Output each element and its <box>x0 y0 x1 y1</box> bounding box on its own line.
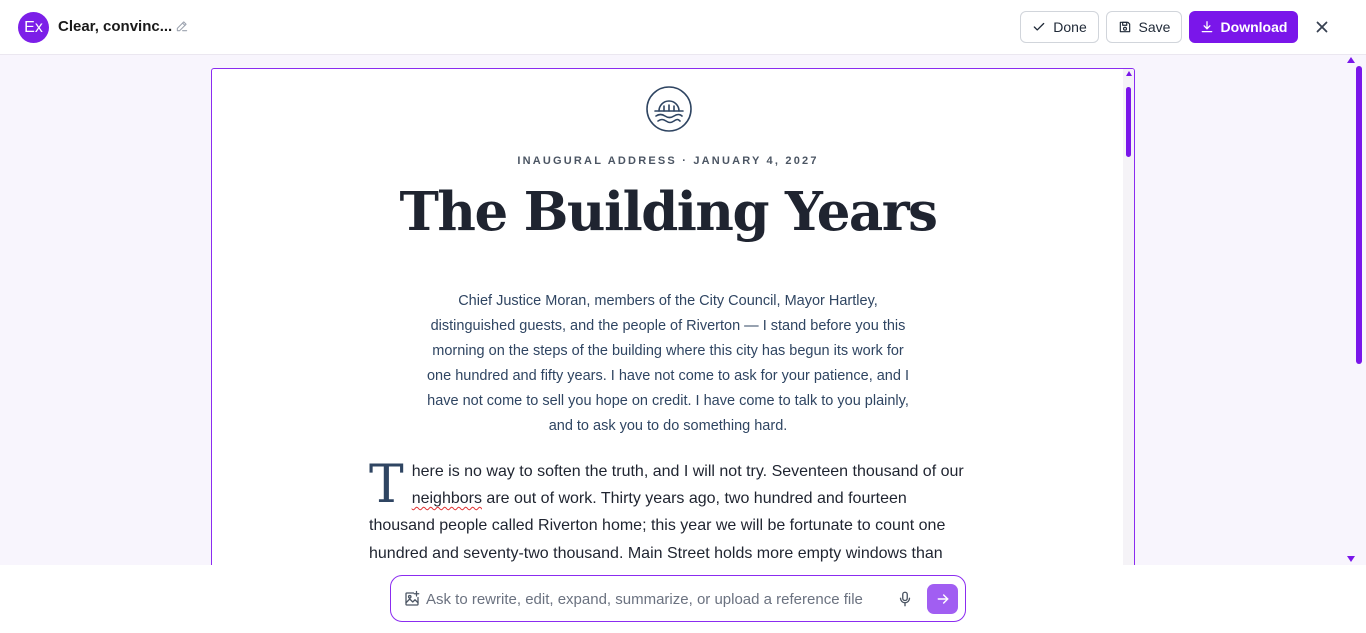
prompt-input[interactable] <box>426 585 886 613</box>
done-button[interactable] <box>1020 11 1099 43</box>
spelling-error-word[interactable]: neighbors <box>411 490 482 508</box>
document-preview[interactable] <box>211 68 1135 578</box>
document-scrollbar[interactable] <box>1123 69 1134 577</box>
scroll-down-arrow-icon[interactable] <box>1347 556 1355 562</box>
document-scroll-up-icon[interactable] <box>1126 71 1132 76</box>
close-icon[interactable] <box>1313 18 1331 36</box>
page-scrollbar-thumb[interactable] <box>1356 66 1362 364</box>
document-headline: The Building Years <box>399 181 937 243</box>
document-kicker: INAUGURAL ADDRESS · JANUARY 4, 2027 <box>517 155 819 167</box>
intro-paragraph: Chief Justice Moran, members of the City Council, Mayor Hartley, distinguished guests, and the people of Riverton — I stand before you this morning on the steps of the building where this city has begun its work for one hundred and fifty years. I have not come to ask for your patience, and I have not come to sell you hope on credit. I have come to talk to you plainly, and to ask you to do something hard. <box>426 293 909 434</box>
body-text-end: are out of work. Thirty years ago, two hundred and fourteen thousand people called Riverton home; this year we will be fortunate to count one hundred and seventy-two thousand. Main Street holds more empty windows than <box>369 490 946 562</box>
save-button[interactable] <box>1106 11 1182 43</box>
drop-cap: T <box>369 455 404 515</box>
body-paragraph <box>369 455 967 567</box>
microphone-icon[interactable] <box>896 590 914 608</box>
save-icon <box>1118 20 1132 34</box>
document-scrollbar-thumb[interactable] <box>1126 87 1131 157</box>
pencil-icon[interactable] <box>175 19 189 33</box>
sunrise-emblem-icon <box>645 85 693 133</box>
download-icon <box>1200 20 1214 34</box>
arrow-right-icon <box>935 591 951 607</box>
send-button[interactable] <box>927 584 958 614</box>
image-plus-icon[interactable] <box>403 590 421 608</box>
done-label: Done <box>1053 19 1087 35</box>
download-label: Download <box>1220 19 1288 35</box>
document-title[interactable]: Clear, convinc... <box>58 18 173 35</box>
check-icon <box>1032 20 1046 34</box>
save-label: Save <box>1138 19 1171 35</box>
avatar[interactable]: Ex <box>18 12 49 43</box>
scroll-up-arrow-icon[interactable] <box>1347 57 1355 63</box>
download-button[interactable] <box>1189 11 1298 43</box>
body-text-start: here is no way to soften the truth, and I will not try. Seventeen thousand of our <box>411 463 964 480</box>
